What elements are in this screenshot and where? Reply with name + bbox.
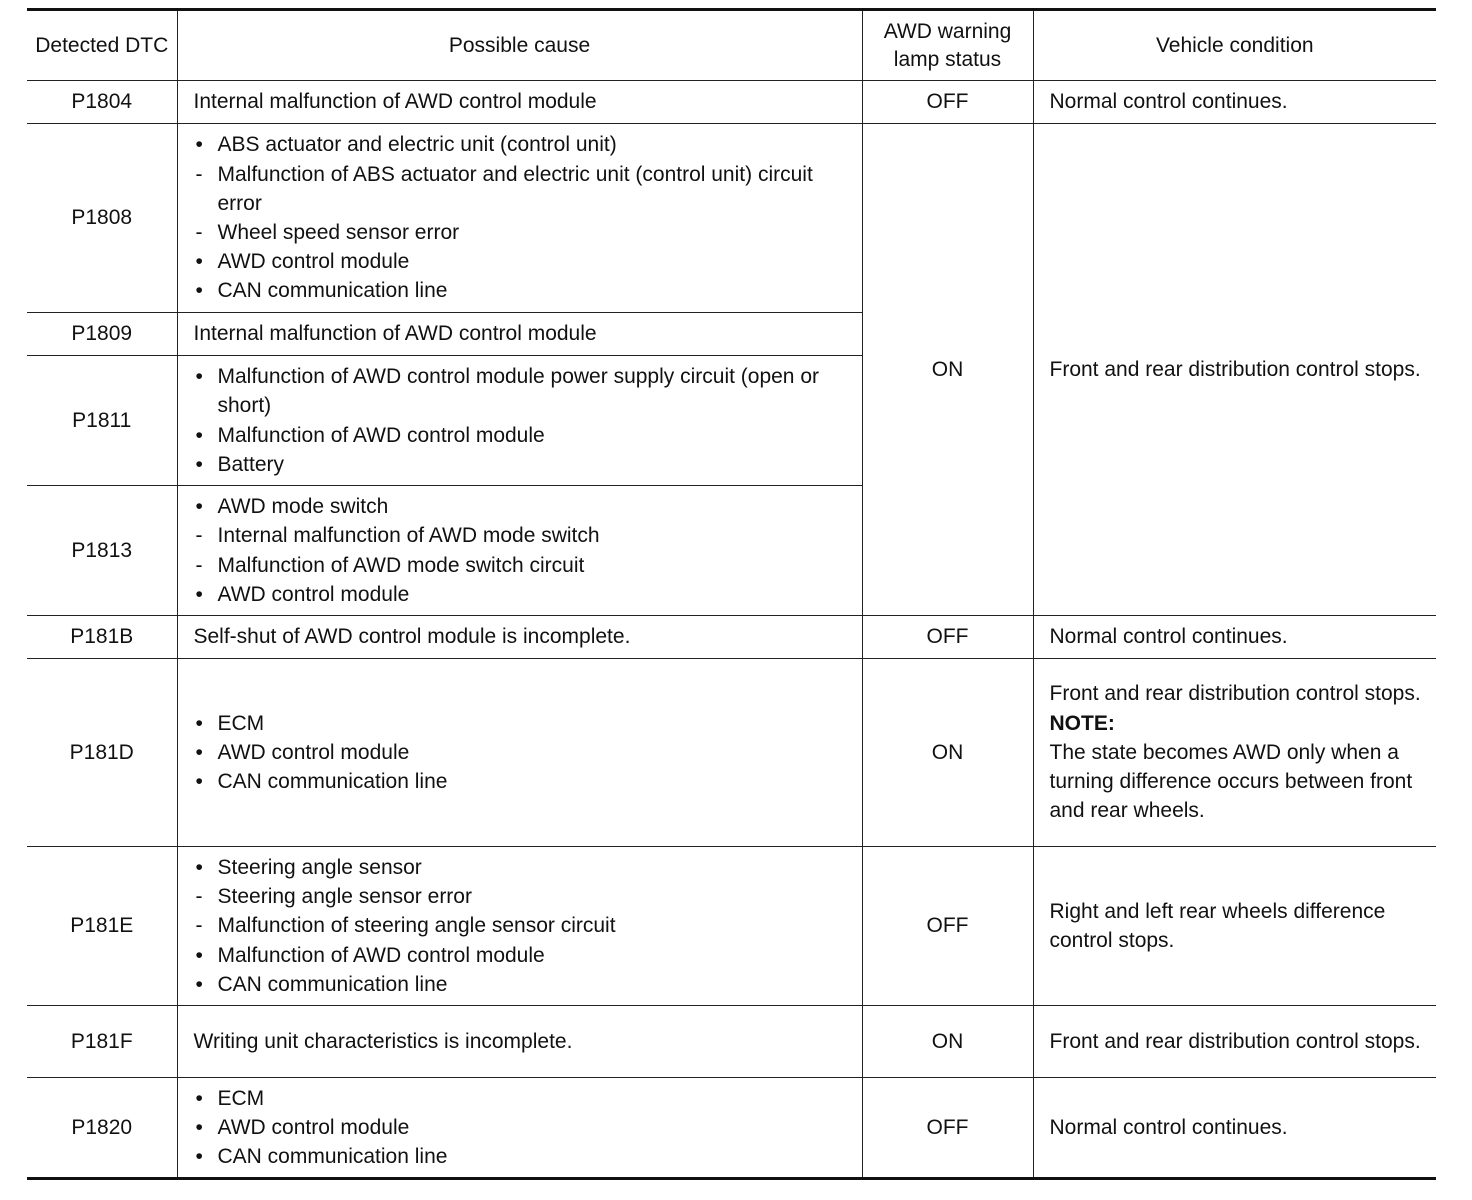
cause-list bbox=[194, 709, 856, 797]
dash-icon: - bbox=[195, 221, 203, 244]
lamp-status: ON bbox=[862, 659, 1033, 847]
list-item: - Malfunction of ABS actuator and electric unit (control unit) circuit error bbox=[194, 160, 856, 218]
list-item: • Malfunction of AWD control module power supply circuit (open or short) bbox=[194, 362, 856, 420]
list-item: • CAN communication line bbox=[194, 970, 856, 999]
bullet-icon: • bbox=[195, 1145, 203, 1169]
bullet-icon: • bbox=[195, 711, 203, 735]
bullet-icon: • bbox=[195, 1086, 203, 1110]
bullet-icon: • bbox=[195, 770, 203, 794]
header-row bbox=[27, 10, 1436, 81]
list-item: • ABS actuator and electric unit (control unit) bbox=[194, 130, 856, 159]
possible-cause: Writing unit characteristics is incomplete. bbox=[177, 1006, 862, 1078]
list-item: • CAN communication line bbox=[194, 767, 856, 796]
list-item: • Malfunction of AWD control module bbox=[194, 941, 856, 970]
table-row bbox=[27, 616, 1436, 659]
list-item: • CAN communication line bbox=[194, 1142, 856, 1171]
note-label: NOTE: bbox=[1049, 711, 1115, 735]
table-row bbox=[27, 659, 1436, 847]
lamp-status: ON bbox=[862, 1006, 1033, 1078]
dtc-code: P1813 bbox=[27, 486, 177, 616]
possible-cause bbox=[177, 847, 862, 1006]
vehicle-condition: Normal control continues. bbox=[1033, 1078, 1436, 1179]
table-row bbox=[27, 847, 1436, 1006]
vehicle-condition: Normal control continues. bbox=[1033, 616, 1436, 659]
vehicle-condition bbox=[1033, 659, 1436, 847]
list-item: • Battery bbox=[194, 450, 856, 479]
dtc-table bbox=[27, 8, 1436, 1180]
list-item: - Internal malfunction of AWD mode switch bbox=[194, 521, 856, 550]
bullet-icon: • bbox=[195, 279, 203, 303]
possible-cause bbox=[177, 356, 862, 486]
bullet-icon: • bbox=[195, 495, 203, 519]
lamp-status: OFF bbox=[862, 1078, 1033, 1179]
bullet-icon: • bbox=[195, 423, 203, 447]
dtc-code: P181F bbox=[27, 1006, 177, 1078]
lamp-status: ON bbox=[862, 124, 1033, 616]
lamp-status: OFF bbox=[862, 616, 1033, 659]
dash-icon: - bbox=[195, 162, 203, 186]
header-lamp: AWD warning lamp status bbox=[862, 10, 1033, 81]
possible-cause bbox=[177, 659, 862, 847]
table-row bbox=[27, 1078, 1436, 1179]
cause-list bbox=[194, 1084, 856, 1172]
bullet-icon: • bbox=[195, 133, 203, 157]
cause-list bbox=[194, 492, 856, 609]
bullet-icon: • bbox=[195, 582, 203, 606]
list-item: - Malfunction of AWD mode switch circuit bbox=[194, 551, 856, 580]
list-item: • AWD control module bbox=[194, 738, 856, 767]
possible-cause: Internal malfunction of AWD control module bbox=[177, 313, 862, 356]
dtc-code: P181D bbox=[27, 659, 177, 847]
table-row bbox=[27, 81, 1436, 124]
possible-cause: Internal malfunction of AWD control module bbox=[177, 81, 862, 124]
bullet-icon: • bbox=[195, 972, 203, 996]
list-item: • Steering angle sensor bbox=[194, 853, 856, 882]
bullet-icon: • bbox=[195, 1115, 203, 1139]
list-item: • AWD control module bbox=[194, 580, 856, 609]
bullet-icon: • bbox=[195, 943, 203, 967]
cause-list bbox=[194, 853, 856, 999]
list-item: • ECM bbox=[194, 1084, 856, 1113]
dtc-code: P1809 bbox=[27, 313, 177, 356]
cause-list bbox=[194, 130, 856, 305]
list-item: • CAN communication line bbox=[194, 276, 856, 305]
bullet-icon: • bbox=[195, 452, 203, 476]
list-item: • AWD control module bbox=[194, 1113, 856, 1142]
list-item: - Wheel speed sensor error bbox=[194, 218, 856, 247]
list-item: • AWD control module bbox=[194, 247, 856, 276]
bullet-icon: • bbox=[195, 365, 203, 389]
list-item: - Steering angle sensor error bbox=[194, 882, 856, 911]
dash-icon: - bbox=[195, 553, 203, 577]
bullet-icon: • bbox=[195, 855, 203, 879]
lamp-status: OFF bbox=[862, 847, 1033, 1006]
vehicle-condition: Right and left rear wheels difference control stops. bbox=[1033, 847, 1436, 1006]
possible-cause: Self-shut of AWD control module is incomplete. bbox=[177, 616, 862, 659]
dtc-code: P1820 bbox=[27, 1078, 177, 1179]
condition-text: Front and rear distribution control stops. bbox=[1049, 682, 1421, 706]
dtc-code: P1808 bbox=[27, 124, 177, 313]
dash-icon: - bbox=[195, 914, 203, 938]
dash-icon: - bbox=[195, 524, 203, 548]
list-item: • ECM bbox=[194, 709, 856, 738]
dash-icon: - bbox=[195, 885, 203, 909]
table-row bbox=[27, 1006, 1436, 1078]
dtc-code: P181B bbox=[27, 616, 177, 659]
vehicle-condition: Front and rear distribution control stops. bbox=[1033, 124, 1436, 616]
possible-cause bbox=[177, 1078, 862, 1179]
vehicle-condition: Front and rear distribution control stops. bbox=[1033, 1006, 1436, 1078]
dtc-code: P181E bbox=[27, 847, 177, 1006]
table-row bbox=[27, 124, 1436, 313]
header-dtc: Detected DTC bbox=[27, 10, 177, 81]
note-text: The state becomes AWD only when a turning difference occurs between front and rear wheels. bbox=[1049, 740, 1413, 823]
vehicle-condition: Normal control continues. bbox=[1033, 81, 1436, 124]
possible-cause bbox=[177, 124, 862, 313]
dtc-code: P1811 bbox=[27, 356, 177, 486]
bullet-icon: • bbox=[195, 740, 203, 764]
list-item: • AWD mode switch bbox=[194, 492, 856, 521]
list-item: • Malfunction of AWD control module bbox=[194, 421, 856, 450]
dtc-code: P1804 bbox=[27, 81, 177, 124]
list-item: - Malfunction of steering angle sensor circuit bbox=[194, 911, 856, 940]
cause-list bbox=[194, 362, 856, 479]
lamp-status: OFF bbox=[862, 81, 1033, 124]
bullet-icon: • bbox=[195, 250, 203, 274]
header-condition: Vehicle condition bbox=[1033, 10, 1436, 81]
header-cause: Possible cause bbox=[177, 10, 862, 81]
possible-cause bbox=[177, 486, 862, 616]
